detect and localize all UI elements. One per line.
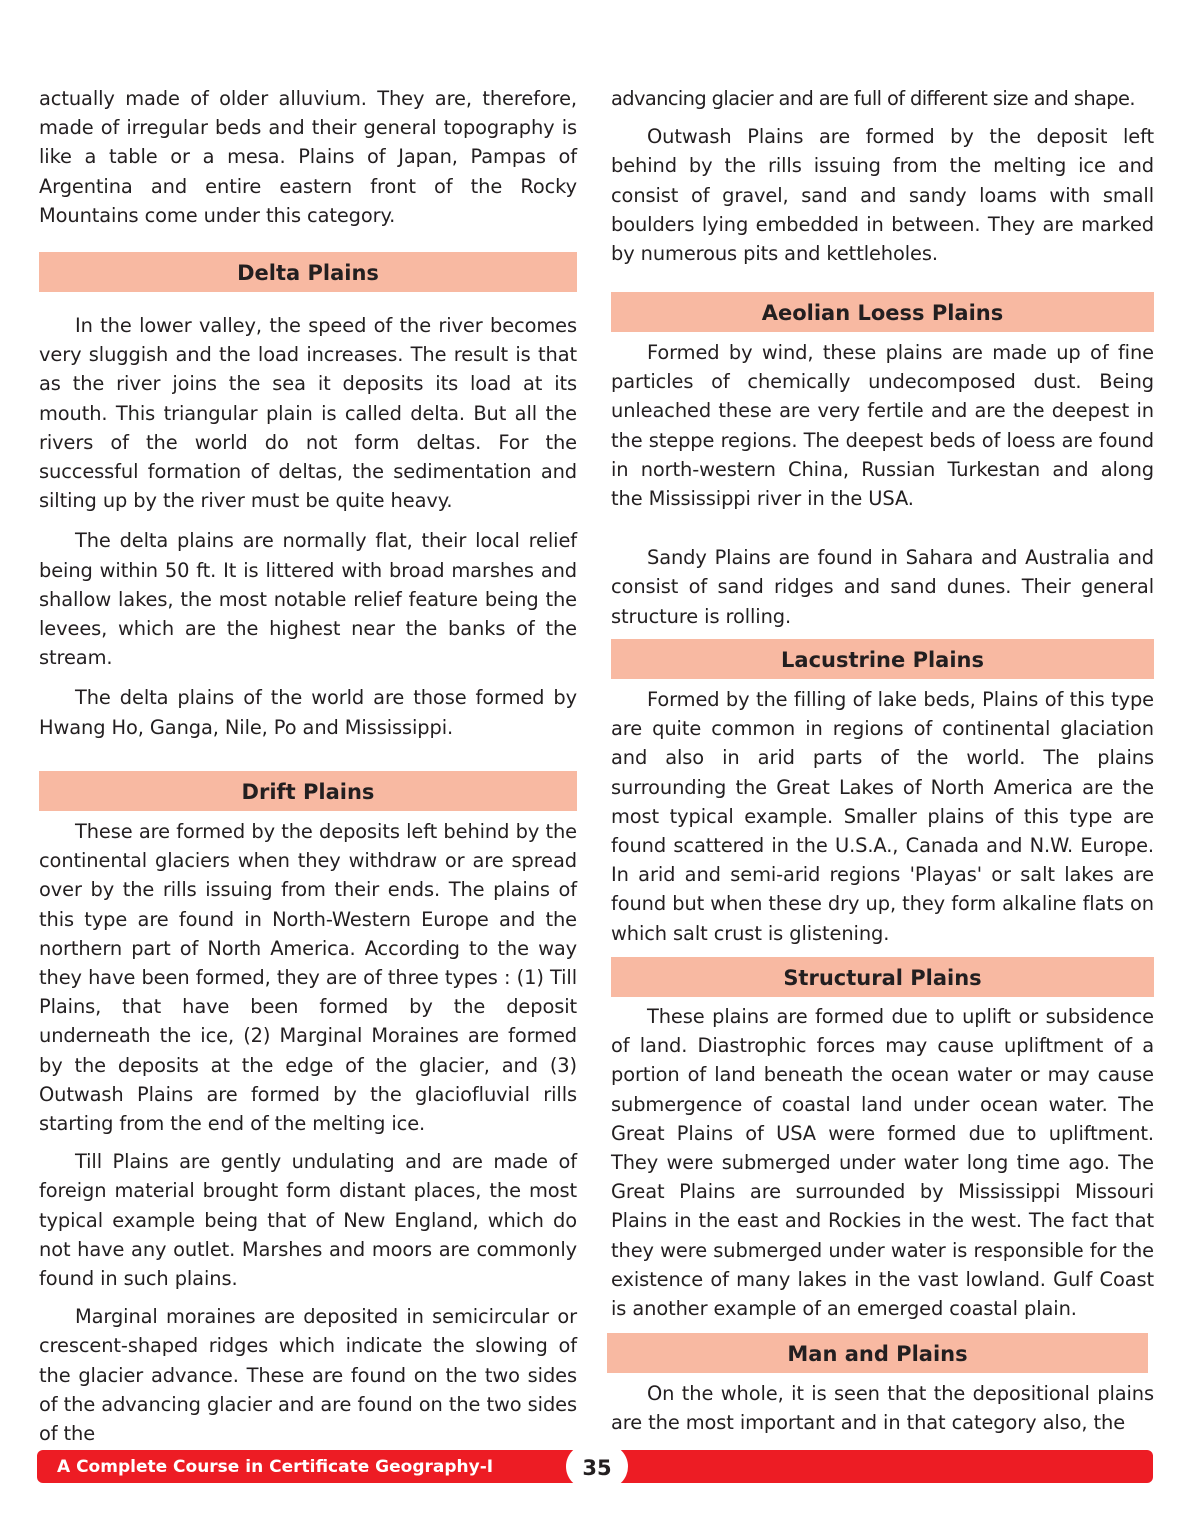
lacustrine-section-body <box>611 685 1154 948</box>
paragraph: The delta plains are normally flat, their local relief being within 50 ft. It is littered with broad marshes and shallow lakes, the most notable relief feature being the levees, which are the highest near the banks of the stream. <box>39 529 577 670</box>
man-section-body <box>611 1379 1154 1437</box>
paragraph: These plains are formed due to uplift or subsidence of land. Diastrophic forces may cause upliftment of a portion of land beneath the ocean water or may cause submergence of coastal land under ocean water. The Great Plains of USA were formed due to upliftment. They were submerged under water long time ago. The Great Plains are surrounded by Mississippi Missouri Plains in the east and Rockies in the west. The fact that they were submerged under water is responsible for the existence of many lakes in the vast lowland. Gulf Coast is another example of an emerged coastal plain. <box>611 1005 1154 1321</box>
paragraph: Sandy Plains are found in Sahara and Australia and consist of sand ridges and sand dunes. Their general structure is rolling. <box>611 546 1154 628</box>
section-heading-drift-plains: Drift Plains <box>39 771 577 811</box>
paragraph: Formed by the filling of lake beds, Plains of this type are quite common in regions of continental glaciation and also in arid parts of the world. The plains surrounding the Great Lakes of North America are the most typical example. Smaller plains of this type are found scattered in the U.S.A., Canada and N.W. Europe. In arid and semi-arid regions 'Playas' or salt lakes are found but when these dry up, they form alkaline flats on which salt crust is glistening. <box>611 688 1154 945</box>
page-number: 35 <box>566 1444 628 1489</box>
drift-section-body <box>39 817 577 1448</box>
right-continuation-paragraph <box>611 84 1154 268</box>
paragraph: Formed by wind, these plains are made up of fine particles of chemically undecomposed dust. Being unleached these are very fertile and are the deepest in the steppe regions. The deepest beds of loess are found in north-western China, Russian Turkestan and along the Mississippi river in the USA. <box>611 341 1154 511</box>
paragraph: advancing glacier and are full of different size and shape. <box>611 87 1135 110</box>
aeolian-section-body <box>611 338 1154 631</box>
section-heading-aeolian-loess-plains: Aeolian Loess Plains <box>611 292 1154 332</box>
paragraph: The delta plains of the world are those formed by Hwang Ho, Ganga, Nile, Po and Mississippi. <box>39 686 577 739</box>
section-heading-delta-plains: Delta Plains <box>39 252 577 292</box>
paragraph: On the whole, it is seen that the depositional plains are the most important and in that category also, the <box>611 1382 1154 1435</box>
section-heading-structural-plains: Structural Plains <box>611 957 1154 997</box>
left-intro-paragraph <box>39 84 577 230</box>
paragraph: In the lower valley, the speed of the river becomes very sluggish and the load increases. The result is that as the river joins the sea it deposits its load at its mouth. This triangular plain is called delta. But all the rivers of the world do not form deltas. For the successful formation of deltas, the sedimentation and silting up by the river must be quite heavy. <box>39 314 577 513</box>
section-heading-lacustrine-plains: Lacustrine Plains <box>611 639 1154 679</box>
structural-section-body <box>611 1002 1154 1323</box>
section-heading-man-and-plains: Man and Plains <box>607 1333 1148 1373</box>
delta-section-body <box>39 311 577 742</box>
paragraph: Marginal moraines are deposited in semicircular or crescent-shaped ridges which indicate the slowing of the glacier advance. These are found on the two sides of the advancing glacier and are found on the two sides of the <box>39 1305 577 1446</box>
footer-book-title: A Complete Course in Certificate Geography-I <box>57 1457 494 1477</box>
paragraph: These are formed by the deposits left behind by the continental glaciers when they withdraw or are spread over by the rills issuing from their ends. The plains of this type are found in North-Western Europe and the northern part of North America. According to the way they have been formed, they are of three types : (1) Till Plains, that have been formed by the deposit underneath the ice, (2) Marginal Moraines are formed by the deposits at the edge of the glacier, and (3) Outwash Plains are formed by the glaciofluvial rills starting from the end of the melting ice. <box>39 820 577 1136</box>
paragraph: Till Plains are gently undulating and are made of foreign material brought form distant places, the most typical example being that of New England, which do not have any outlet. Marshes and moors are commonly found in such plains. <box>39 1150 577 1291</box>
paragraph: actually made of older alluvium. They are, therefore, made of irregular beds and their general topography is like a table or a mesa. Plains of Japan, Pampas of Argentina and entire eastern front of the Rocky Mountains come under this category. <box>39 87 577 227</box>
paragraph: Outwash Plains are formed by the deposit left behind by the rills issuing from the melting ice and consist of gravel, sand and sandy loams with small boulders lying embedded in between. They are marked by numerous pits and kettleholes. <box>611 125 1154 266</box>
